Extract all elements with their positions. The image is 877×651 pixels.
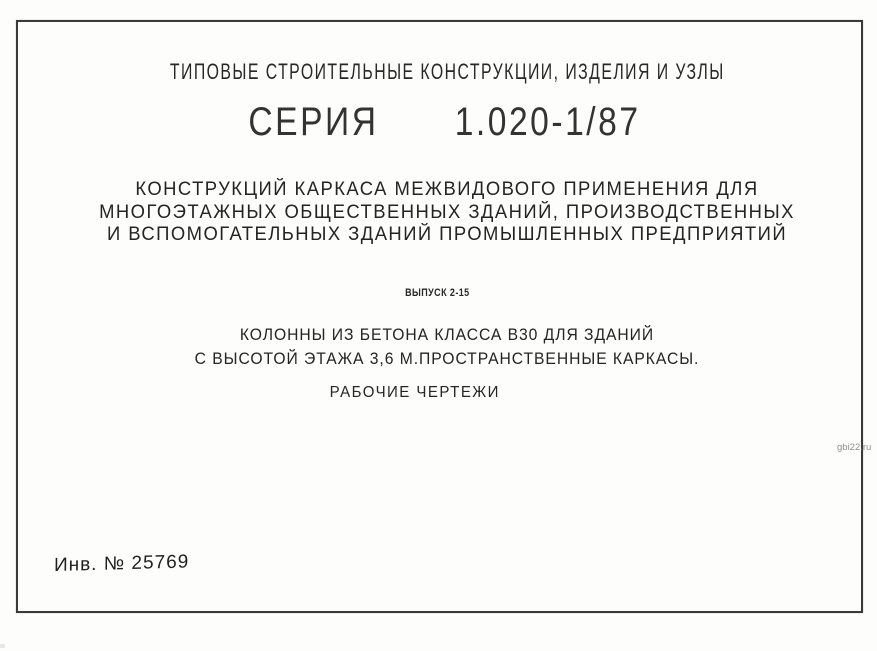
description-block — [24, 179, 870, 247]
inventory-number: Инв. № 25769 — [53, 551, 190, 577]
scan-artifact-speck — [0, 644, 5, 648]
document-category-title — [24, 59, 870, 85]
series-title — [24, 100, 870, 145]
subject-line-2: С ВЫСОТОЙ ЭТАЖА 3,6 М.ПРОСТРАНСТВЕННЫЕ КАРКАСЫ. — [194, 349, 700, 368]
subject-block — [24, 324, 870, 371]
description-line-2: МНОГОЭТАЖНЫХ ОБЩЕСТВЕННЫХ ЗДАНИЙ, ПРОИЗВОДСТВЕННЫХ — [99, 201, 795, 223]
document-type-label — [0, 384, 838, 402]
document-category-title-text: ТИПОВЫЕ СТРОИТЕЛЬНЫЕ КОНСТРУКЦИИ, ИЗДЕЛИЯ И УЗЛЫ — [169, 59, 725, 84]
issue-label — [14, 287, 860, 299]
subject-line-1: КОЛОННЫ ИЗ БЕТОНА КЛАССА В30 ДЛЯ ЗДАНИЙ — [239, 326, 655, 344]
issue-label-text: ВЫПУСК 2-15 — [404, 287, 470, 299]
series-number: 1.020-1/87 — [454, 100, 641, 144]
description-line-1: КОНСТРУКЦИЙ КАРКАСА МЕЖВИДОВОГО ПРИМЕНЕНИЯ ДЛЯ — [135, 179, 759, 200]
description-line-3: И ВСПОМОГАТЕЛЬНЫХ ЗДАНИЙ ПРОМЫШЛЕННЫХ ПРЕДПРИЯТИЙ — [106, 224, 788, 245]
site-watermark: gbi22.ru — [837, 442, 872, 453]
series-label: СЕРИЯ — [248, 100, 379, 144]
document-type-text: РАБОЧИЕ ЧЕРТЕЖИ — [329, 384, 501, 401]
